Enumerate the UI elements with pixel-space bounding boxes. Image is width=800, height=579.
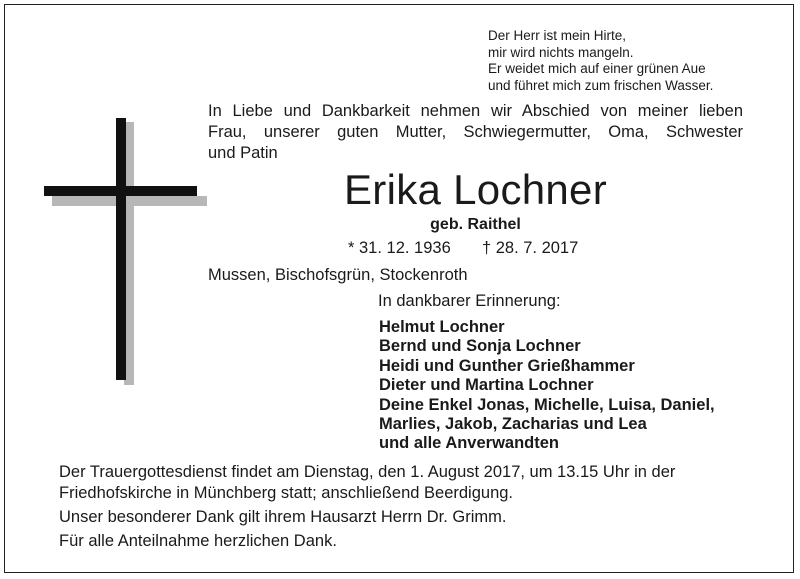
mourners-heading: In dankbarer Erinnerung: xyxy=(378,292,561,310)
intro-line: Frau, unserer guten Mutter, Schwiegermutter, Oma, Schwester xyxy=(208,123,743,141)
mourner-line: Marlies, Jakob, Zacharias und Lea xyxy=(379,415,647,434)
cross-shadow-horizontal xyxy=(52,196,207,206)
service-info: Friedhofskirche in Münchberg statt; anschließend Beerdigung. xyxy=(59,484,513,502)
general-thanks: Für alle Anteilnahme herzlichen Dank. xyxy=(59,532,337,550)
intro-line: In Liebe und Dankbarkeit nehmen wir Abschied von meiner lieben xyxy=(208,102,743,120)
mourner-line: und alle Anverwandten xyxy=(379,434,560,453)
birth-date: * 31. 12. 1936 xyxy=(348,239,451,257)
mourner-line: Dieter und Martina Lochner xyxy=(379,376,594,395)
intro-text xyxy=(208,101,743,164)
cross-icon-horizontal xyxy=(44,186,197,196)
mourner-line: Deine Enkel Jonas, Michelle, Luisa, Daniel, xyxy=(379,395,715,414)
psalm-line: und führet mich zum frischen Wasser. xyxy=(488,77,714,93)
mourner-line: Heidi und Gunther Grießhammer xyxy=(379,356,635,375)
places-of-life: Mussen, Bischofsgrün, Stockenroth xyxy=(208,266,468,284)
deceased-name: Erika Lochner xyxy=(343,166,608,213)
mourner-line: Helmut Lochner xyxy=(379,318,505,336)
death-date: † 28. 7. 2017 xyxy=(481,239,579,257)
cross-icon-vertical xyxy=(116,118,126,380)
doctor-thanks: Unser besonderer Dank gilt ihrem Hausarzt Herrn Dr. Grimm. xyxy=(59,508,507,526)
intro-line: und Patin xyxy=(208,144,278,162)
mourners-list xyxy=(379,318,715,454)
maiden-name: geb. Raithel xyxy=(430,216,521,233)
footer-text xyxy=(59,462,759,552)
psalm-line: Der Herr ist mein Hirte, xyxy=(488,28,627,43)
service-info: Der Trauergottesdienst findet am Dienstag, den 1. August 2017, um 13.15 Uhr in der xyxy=(59,463,676,481)
psalm-quote xyxy=(488,28,713,94)
mourner-line: Bernd und Sonja Lochner xyxy=(379,337,581,356)
psalm-line: Er weidet mich auf einer grünen Aue xyxy=(488,61,706,76)
psalm-line: mir wird nichts mangeln. xyxy=(488,44,634,60)
life-dates xyxy=(348,239,578,258)
